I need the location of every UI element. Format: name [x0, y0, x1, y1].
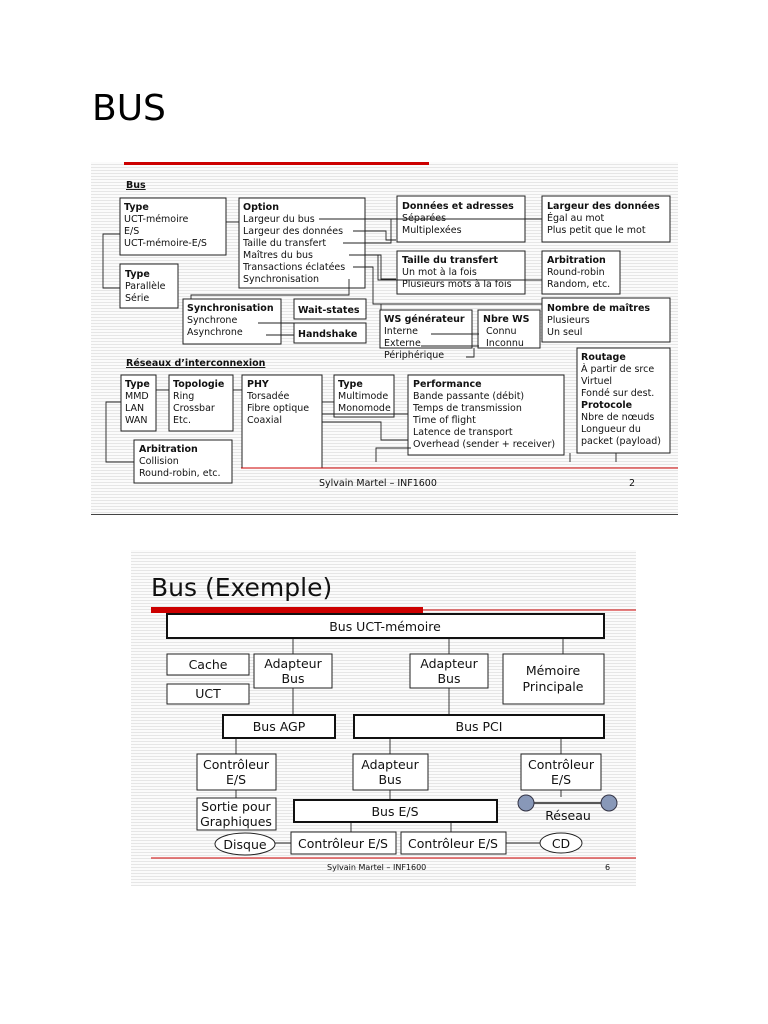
box-taille-item: Plusieurs mots à la fois [402, 279, 512, 290]
adapteur-label: Bus [281, 671, 305, 686]
disque-label: Disque [223, 837, 267, 852]
box-nbre-ws-item: Connu [486, 326, 517, 337]
box-option-item: Transactions éclatées [243, 262, 346, 273]
box-performance-item: Time of flight [413, 415, 476, 426]
cache-label: Cache [188, 657, 228, 672]
page-title: BUS [92, 88, 166, 129]
box-largeur-item: Plus petit que le mot [547, 225, 646, 236]
title-accent-bar [151, 607, 423, 613]
box-net-type-item: LAN [125, 403, 145, 414]
box-topologie-title: Topologie [173, 379, 225, 390]
box-phy-item: Fibre optique [247, 403, 310, 414]
slide1-footer: Sylvain Martel – INF1600 [319, 478, 437, 489]
box-net-arbitration-title: Arbitration [139, 444, 198, 455]
sortie-label: Graphiques [200, 814, 272, 829]
box-routage-item: Fondé sur dest. [581, 388, 655, 399]
box-topologie-item: Crossbar [173, 403, 215, 414]
box-net-arbitration-item: Collision [139, 456, 179, 467]
box-phy-item: Coaxial [247, 415, 282, 426]
memoire-label: Mémoire [525, 663, 581, 678]
box-net-type-item: WAN [125, 415, 148, 426]
box-type-item: E/S [124, 226, 140, 237]
box-option-item: Largeur du bus [243, 214, 315, 225]
box-performance-title: Performance [413, 379, 482, 390]
box-option-item: Largeur des données [243, 226, 344, 237]
slide2-page-number: 6 [605, 863, 611, 872]
box-ws-item: Externe [384, 338, 421, 349]
bus-uct-memoire-label: Bus UCT-mémoire [329, 619, 441, 634]
box-option-item: Synchronisation [243, 274, 320, 285]
box-largeur-title: Largeur des données [547, 201, 660, 212]
adapteur-label: Adapteur [420, 656, 478, 671]
box-performance-item: Temps de transmission [413, 403, 522, 414]
box-type-item: UCT-mémoire [124, 214, 189, 225]
box-routage-item: Virtuel [581, 376, 613, 387]
box-taille-item: Un mot à la fois [402, 267, 477, 278]
slide2-footer: Sylvain Martel – INF1600 [327, 863, 427, 872]
box-phy-item: Torsadée [247, 391, 290, 402]
box-type-title: Type [124, 202, 149, 213]
box-maitres-item: Plusieurs [547, 315, 590, 326]
box-ws-item: Interne [384, 326, 418, 337]
box-protocole-item: Nbre de nœuds [581, 412, 655, 423]
box-performance-item: Bande passante (débit) [413, 391, 525, 402]
handshake-label: Handshake [298, 329, 358, 340]
box-largeur-item: Égal au mot [547, 213, 605, 224]
box-phy-type-item: Multimode [338, 391, 389, 402]
controleur-label: Contrôleur E/S [408, 836, 498, 851]
controleur-label: Contrôleur E/S [298, 836, 388, 851]
box-net-type-item: MMD [125, 391, 149, 402]
box-topologie-item: Ring [173, 391, 195, 402]
box-routage-title: Routage [581, 352, 626, 363]
cd-label: CD [551, 836, 571, 851]
box-sync-title: Synchronisation [187, 303, 274, 314]
box-arbitration-title: Arbitration [547, 255, 606, 266]
adapteur-label: Bus [378, 772, 402, 787]
heading-reseaux: Réseaux d’interconnexion [126, 358, 266, 369]
box-taille-title: Taille du transfert [402, 255, 498, 266]
sortie-label: Sortie pour [201, 799, 271, 814]
box-donnees-title: Données et adresses [402, 201, 514, 212]
adapteur-label: Bus [437, 671, 461, 686]
slide-bus-example [131, 550, 636, 886]
box-type2-item: Série [125, 293, 150, 304]
controleur-label: E/S [550, 772, 572, 787]
box-ws-title: WS générateur [384, 314, 465, 325]
box-option-title: Option [243, 202, 279, 213]
box-performance-item: Latence de transport [413, 427, 513, 438]
box-net-arbitration-item: Round-robin, etc. [139, 468, 221, 479]
heading-bus: Bus [126, 180, 146, 191]
box-type-item: UCT-mémoire-E/S [124, 238, 207, 249]
reseau-label: Réseau [545, 808, 591, 823]
box-maitres-title: Nombre de maîtres [547, 303, 651, 314]
box-donnees-item: Séparées [402, 213, 447, 224]
box-protocole-item: Longueur du [581, 424, 641, 435]
adapteur-label: Adapteur [264, 656, 322, 671]
slide1-page-number: 2 [629, 478, 636, 489]
bus-example-diagram [131, 550, 636, 886]
slide-bus-taxonomy [91, 162, 678, 515]
box-maitres-item: Un seul [547, 327, 583, 338]
reseau-node-icon [518, 795, 534, 811]
box-nbre-ws-item: Inconnu [486, 338, 524, 349]
box-sync-item: Asynchrone [187, 327, 243, 338]
box-routage-item: À partir de srce [581, 364, 655, 375]
box-type2-title: Type [125, 269, 150, 280]
box-phy-type-title: Type [338, 379, 363, 390]
box-phy-type-item: Monomode [338, 403, 391, 414]
box-arbitration-item: Round-robin [547, 267, 605, 278]
box-donnees-item: Multiplexées [402, 225, 462, 236]
box-sync-item: Synchrone [187, 315, 238, 326]
wait-states-label: Wait-states [298, 305, 360, 316]
adapteur-label: Adapteur [361, 757, 419, 772]
controleur-label: Contrôleur [203, 757, 269, 772]
box-ws-item: Périphérique [384, 350, 445, 361]
box-protocole-title: Protocole [581, 400, 633, 411]
bus-pci-label: Bus PCI [455, 719, 503, 734]
box-protocole-item: packet (payload) [581, 436, 662, 447]
controleur-label: Contrôleur [528, 757, 594, 772]
bus-taxonomy-diagram [91, 162, 678, 514]
box-arbitration-item: Random, etc. [547, 279, 611, 290]
box-option-item: Taille du transfert [243, 238, 327, 249]
reseau-node-icon [601, 795, 617, 811]
uct-label: UCT [195, 686, 221, 701]
box-topologie-item: Etc. [173, 415, 191, 426]
bus-agp-label: Bus AGP [252, 719, 306, 734]
box-net-type-title: Type [125, 379, 150, 390]
box-type2-item: Parallèle [125, 281, 166, 292]
memoire-label: Principale [522, 679, 584, 694]
controleur-label: E/S [225, 772, 247, 787]
box-phy-title: PHY [247, 379, 269, 390]
box-performance-item: Overhead (sender + receiver) [413, 439, 556, 450]
accent-bar [124, 162, 429, 165]
box-nbre-ws-title: Nbre WS [483, 314, 530, 325]
box-option-item: Maîtres du bus [243, 250, 313, 261]
bus-es-label: Bus E/S [371, 804, 419, 819]
slide2-title: Bus (Exemple) [151, 573, 333, 602]
